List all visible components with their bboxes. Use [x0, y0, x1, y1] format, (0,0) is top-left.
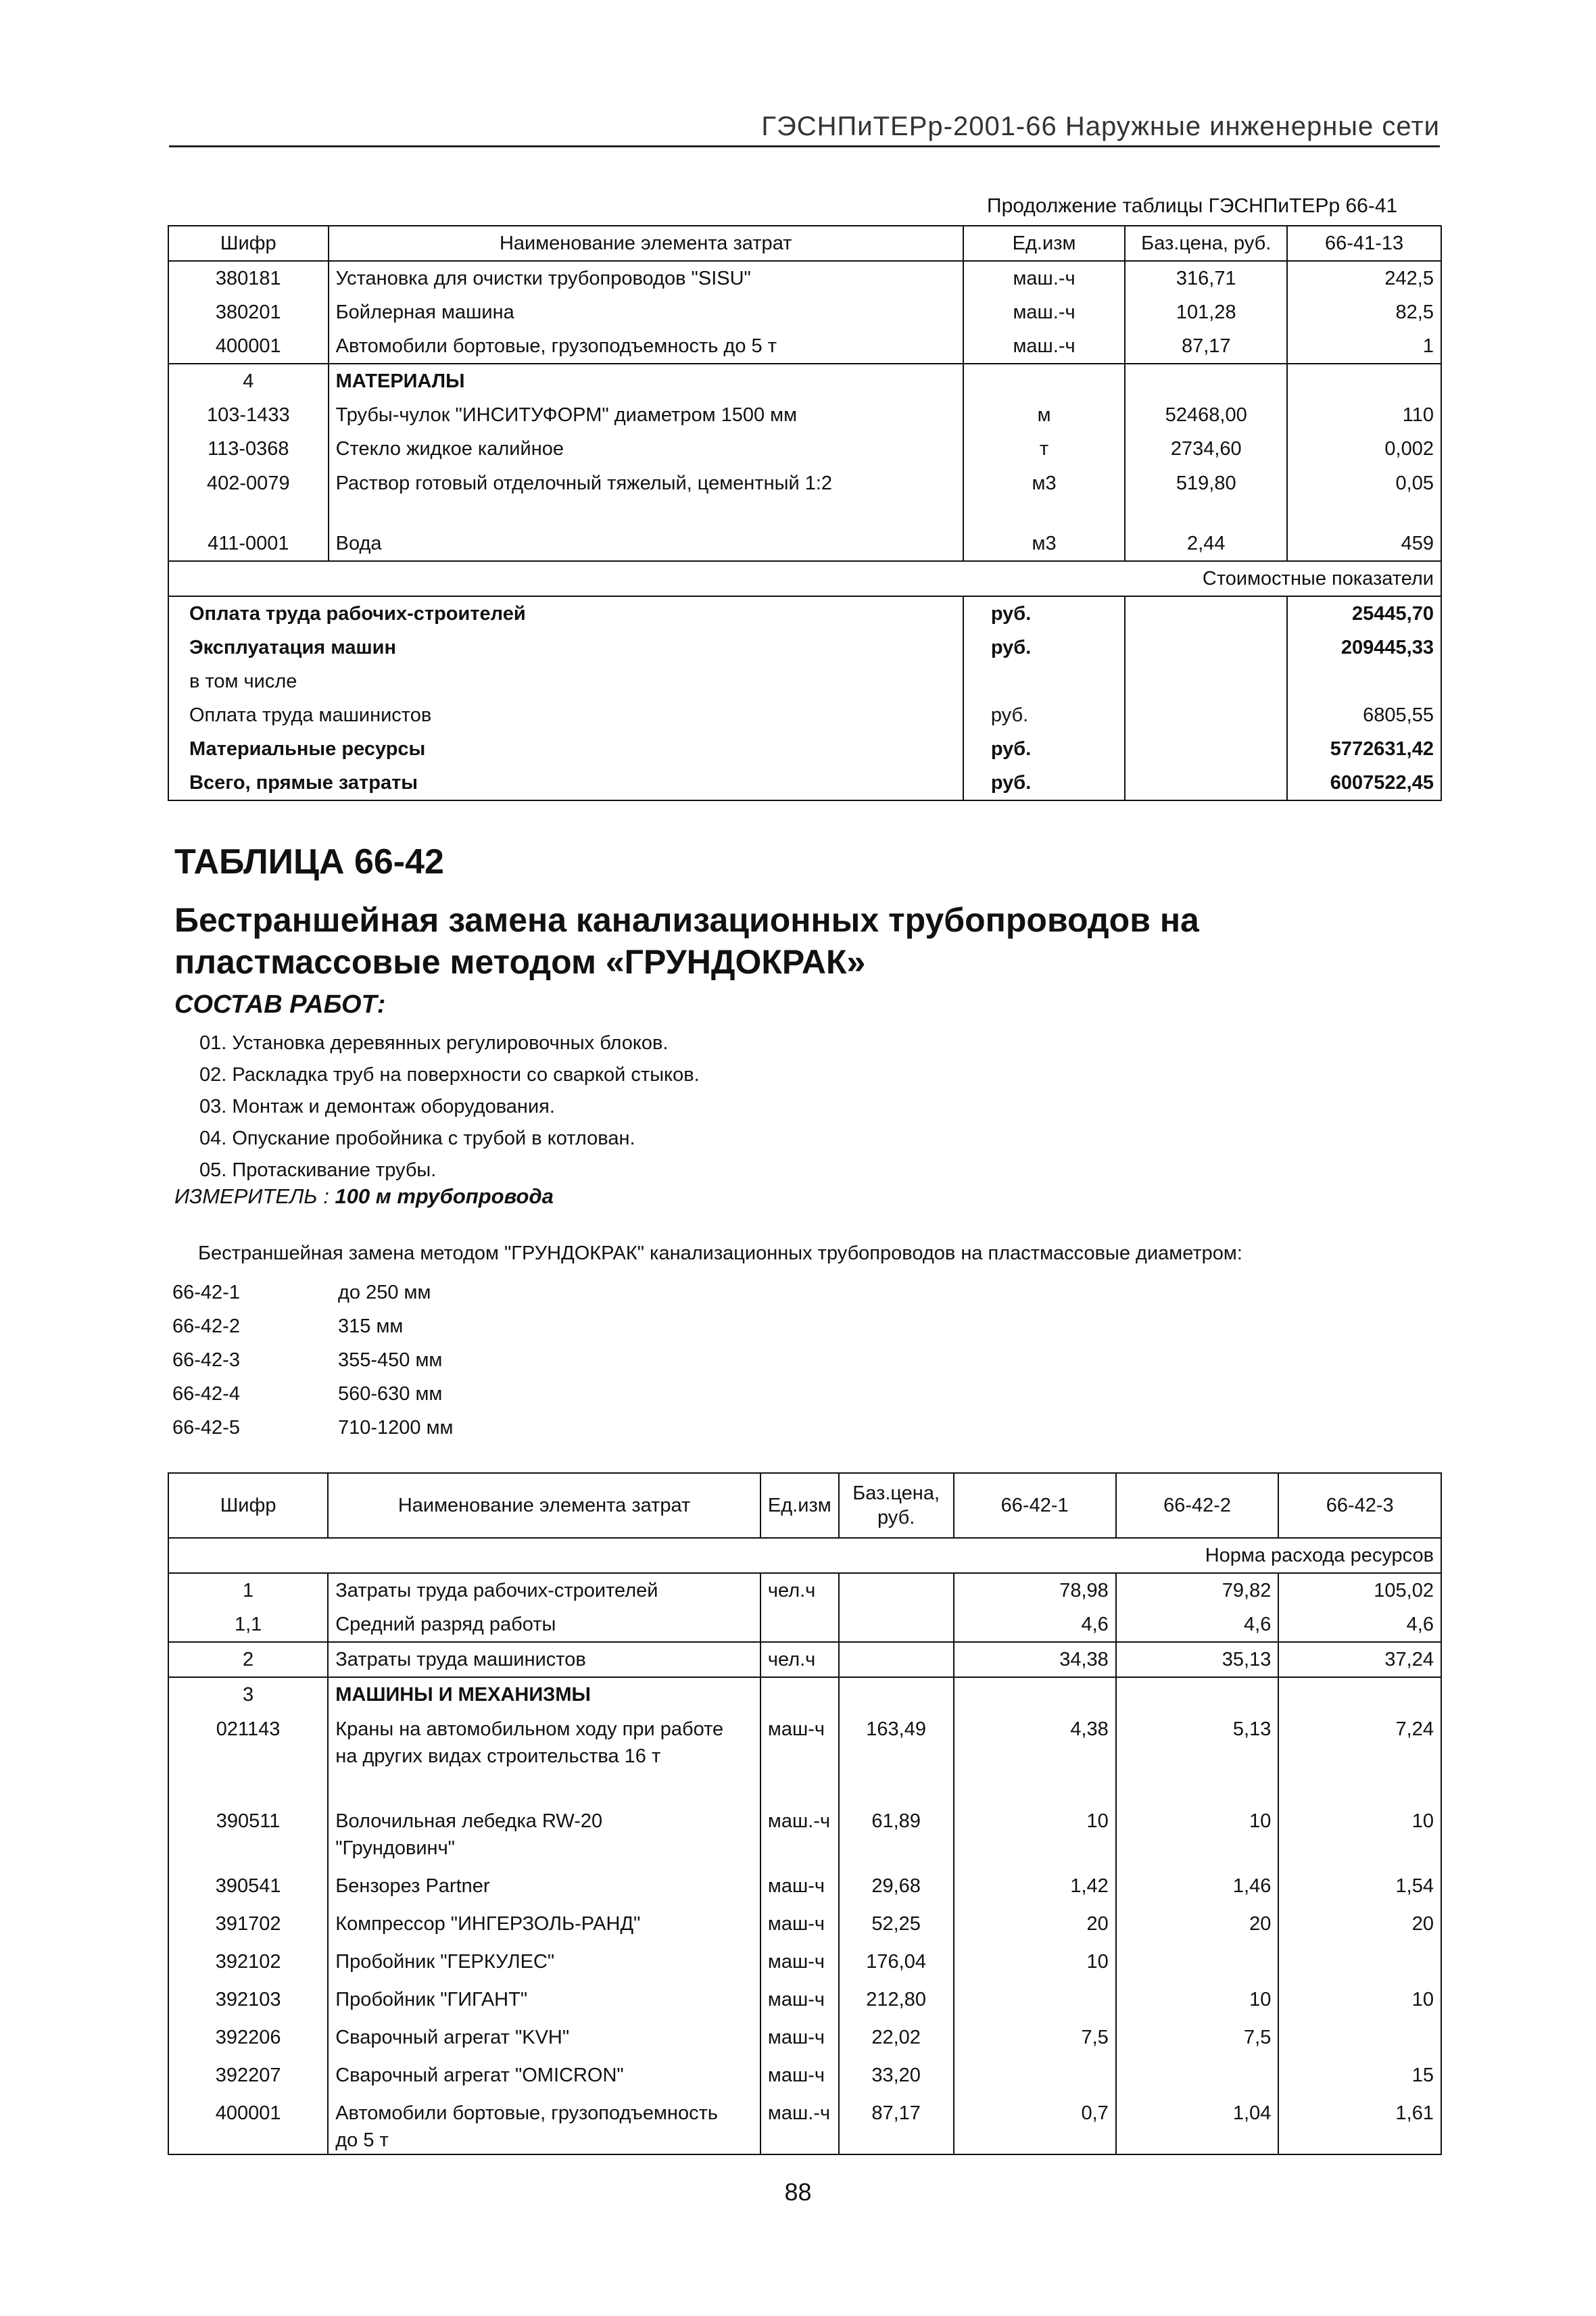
header-name: Наименование элемента затрат [329, 226, 963, 261]
section-name: МАШИНЫ И МЕХАНИЗМЫ [328, 1677, 760, 1712]
row-name-line2: до 5 т [335, 2129, 389, 2151]
measurer [174, 1184, 554, 1209]
norm-code: 66-42-3 [172, 1349, 240, 1371]
table-row [168, 466, 1441, 527]
row-price: 87,17 [1125, 329, 1287, 364]
row-value: 0,002 [1287, 432, 1441, 466]
cost-unit: руб. [963, 766, 1125, 800]
work-item: 02. Раскладка труб на поверхности со сваркой стыков. [199, 1064, 700, 1086]
row-value-2: 35,13 [1116, 1642, 1279, 1677]
cost-value: 6007522,45 [1287, 766, 1441, 800]
row-price: 163,49 [839, 1712, 954, 1804]
row-value-1: 20 [954, 1906, 1116, 1944]
cost-name: Всего, прямые затраты [168, 766, 963, 800]
row-value-1 [954, 2058, 1116, 2096]
machine-row [168, 1868, 1441, 1906]
row-value-3: 1,54 [1278, 1868, 1441, 1906]
row-unit: м [963, 398, 1125, 432]
works-heading: СОСТАВ РАБОТ: [174, 990, 386, 1019]
row-value-3: 105,02 [1278, 1573, 1441, 1608]
row-value: 459 [1287, 527, 1441, 561]
row-value-3: 15 [1278, 2058, 1441, 2096]
row-unit: маш-ч [760, 1906, 839, 1944]
cost-value: 25445,70 [1287, 596, 1441, 631]
table-number-title: ТАБЛИЦА 66-42 [174, 842, 444, 882]
section-name: МАТЕРИАЛЫ [329, 364, 963, 398]
row-value-2: 79,82 [1116, 1573, 1279, 1608]
cost-unit: руб. [963, 631, 1125, 665]
row-value-1: 78,98 [954, 1573, 1116, 1608]
row-code: 411-0001 [168, 527, 329, 561]
header-name: Наименование элемента затрат [328, 1473, 760, 1538]
row-code: 380181 [168, 261, 329, 295]
row-value-3: 10 [1278, 1804, 1441, 1868]
row-unit: маш-ч [760, 2020, 839, 2058]
row-name [328, 1868, 760, 1906]
row-price: 29,68 [839, 1868, 954, 1906]
norm-label: Норма расхода ресурсов [1116, 1538, 1441, 1573]
row-unit: т [963, 432, 1125, 466]
table-66-42 [168, 1472, 1442, 2155]
row-name [328, 1982, 760, 2020]
row-value-1: 7,5 [954, 2020, 1116, 2058]
header-price [839, 1473, 954, 1538]
row-price: 519,80 [1125, 466, 1287, 527]
row-name: Трубы-чулок "ИНСИТУФОРМ" диаметром 1500 мм [329, 398, 963, 432]
table-header-row [168, 1473, 1441, 1538]
row-name [328, 2096, 760, 2154]
works-list [199, 1028, 700, 1186]
row-value-3: 20 [1278, 1906, 1441, 1944]
norm-code-item [172, 1343, 454, 1377]
row-name: Затраты труда машинистов [328, 1642, 760, 1677]
header-norm-1: 66-42-1 [954, 1473, 1116, 1538]
table-66-41-continuation [168, 225, 1442, 801]
row-value-1: 4,38 [954, 1712, 1116, 1804]
norm-code-item [172, 1276, 454, 1309]
row-value-3: 4,6 [1278, 1608, 1441, 1642]
row-value: 242,5 [1287, 261, 1441, 295]
row-name-line1: Волочильная лебедка RW-20 [335, 1810, 603, 1832]
row-value-2: 10 [1116, 1804, 1279, 1868]
header-norm-code: 66-41-13 [1287, 226, 1441, 261]
machine-row [168, 1804, 1441, 1868]
norm-codes-list [172, 1276, 454, 1445]
header-norm-3: 66-42-3 [1278, 1473, 1441, 1538]
row-name: Средний разряд работы [328, 1608, 760, 1642]
cost-value: 5772631,42 [1287, 732, 1441, 766]
row-value-1: 34,38 [954, 1642, 1116, 1677]
row-value-3: 1,61 [1278, 2096, 1441, 2154]
row-name [328, 1906, 760, 1944]
work-item: 05. Протаскивание трубы. [199, 1159, 437, 1181]
header-unit: Ед.изм [760, 1473, 839, 1538]
row-code: 391702 [168, 1906, 328, 1944]
table-header-row [168, 226, 1441, 261]
row-code: 113-0368 [168, 432, 329, 466]
table-row [168, 527, 1441, 561]
norm-desc: 560-630 мм [338, 1383, 443, 1405]
row-unit: маш-ч [760, 1868, 839, 1906]
row-value: 0,05 [1287, 466, 1441, 527]
header-code: Шифр [168, 226, 329, 261]
section-code: 3 [168, 1677, 328, 1712]
row-value-2 [1116, 2058, 1279, 2096]
row-name: Установка для очистки трубопроводов "SISU" [329, 261, 963, 295]
row-value-1 [954, 1982, 1116, 2020]
table-continuation-caption: Продолжение таблицы ГЭСНПиТЕРр 66-41 [987, 195, 1398, 217]
norm-code: 66-42-1 [172, 1282, 240, 1303]
machine-row [168, 1982, 1441, 2020]
row-value: 1 [1287, 329, 1441, 364]
row-value: 110 [1287, 398, 1441, 432]
row-unit: маш.-ч [760, 1804, 839, 1868]
row-price: 176,04 [839, 1944, 954, 1982]
row-name: Бойлерная машина [329, 295, 963, 329]
row-name: Раствор готовый отделочный тяжелый, цементный 1:2 [329, 466, 963, 527]
row-price: 316,71 [1125, 261, 1287, 295]
row-price: 212,80 [839, 1982, 954, 2020]
row-value-1: 10 [954, 1944, 1116, 1982]
row-code: 392206 [168, 2020, 328, 2058]
row-name: Вода [329, 527, 963, 561]
cost-row [168, 698, 1441, 732]
row-name: Стекло жидкое калийное [329, 432, 963, 466]
machine-row [168, 2058, 1441, 2096]
machine-row [168, 1906, 1441, 1944]
row-value-2: 1,46 [1116, 1868, 1279, 1906]
table-row [168, 261, 1441, 295]
header-rule [169, 145, 1440, 147]
section-row-materials [168, 364, 1441, 398]
row-unit: маш.-ч [963, 261, 1125, 295]
section-row-machines [168, 1677, 1441, 1712]
row-value-3 [1278, 2020, 1441, 2058]
row-unit: чел.ч [760, 1573, 839, 1608]
row-code: 1,1 [168, 1608, 328, 1642]
row-name-line1: Краны на автомобильном ходу при работе [335, 1718, 724, 1740]
cost-value: 6805,55 [1287, 698, 1441, 732]
cost-indicators-label: Стоимостные показатели [1125, 561, 1441, 596]
cost-name: Оплата труда рабочих-строителей [168, 596, 963, 631]
row-unit: маш.-ч [963, 295, 1125, 329]
cost-row [168, 631, 1441, 665]
row-unit: маш-ч [760, 1982, 839, 2020]
norm-code: 66-42-5 [172, 1417, 240, 1439]
cost-value: 209445,33 [1287, 631, 1441, 665]
section-code: 4 [168, 364, 329, 398]
row-code: 392102 [168, 1944, 328, 1982]
row-name-line1: Сварочный агрегат "KVH" [335, 2027, 570, 2048]
header-price: Баз.цена, руб. [1125, 226, 1287, 261]
table-row [168, 329, 1441, 364]
row-name-line1: Компрессор "ИНГЕРЗОЛЬ-РАНД" [335, 1913, 641, 1935]
table-row [168, 398, 1441, 432]
row-name-line1: Пробойник "ГЕРКУЛЕС" [335, 1951, 555, 1973]
row-value-3: 37,24 [1278, 1642, 1441, 1677]
cost-name: в том числе [168, 665, 963, 698]
table-row [168, 295, 1441, 329]
cost-name: Эксплуатация машин [168, 631, 963, 665]
running-header: ГЭСНПиТЕРр-2001-66 Наружные инженерные сети [761, 112, 1440, 141]
header-price-line2: руб. [877, 1507, 915, 1528]
norm-desc: 355-450 мм [338, 1349, 443, 1371]
row-code: 400001 [168, 329, 329, 364]
row-value-1: 10 [954, 1804, 1116, 1868]
header-unit: Ед.изм [963, 226, 1125, 261]
row-value-2: 1,04 [1116, 2096, 1279, 2154]
header-price-line1: Баз.цена, [852, 1482, 940, 1504]
work-item: 01. Установка деревянных регулировочных блоков. [199, 1032, 669, 1054]
row-code: 392207 [168, 2058, 328, 2096]
row-name [328, 2058, 760, 2096]
table-row [168, 1608, 1441, 1642]
row-value-2: 10 [1116, 1982, 1279, 2020]
cost-row [168, 596, 1441, 631]
row-name [328, 2020, 760, 2058]
cost-indicators-label-row [168, 561, 1441, 596]
norm-code: 66-42-4 [172, 1383, 240, 1405]
cost-row [168, 732, 1441, 766]
row-name-line1: Сварочный агрегат "OMICRON" [335, 2065, 624, 2086]
machine-row [168, 2020, 1441, 2058]
machine-row [168, 2096, 1441, 2154]
cost-name: Материальные ресурсы [168, 732, 963, 766]
row-name: Затраты труда рабочих-строителей [328, 1573, 760, 1608]
row-unit: чел.ч [760, 1642, 839, 1677]
row-price: 61,89 [839, 1804, 954, 1868]
row-name-line1: Бензорез Partner [335, 1875, 490, 1897]
row-price [839, 1608, 954, 1642]
row-unit: маш-ч [760, 2058, 839, 2096]
row-value-2: 7,5 [1116, 2020, 1279, 2058]
norm-desc: 710-1200 мм [338, 1417, 454, 1439]
cost-unit: руб. [963, 698, 1125, 732]
row-unit: м3 [963, 466, 1125, 527]
row-code: 392103 [168, 1982, 328, 2020]
row-name [328, 1804, 760, 1868]
row-price [839, 1642, 954, 1677]
table-row [168, 1642, 1441, 1677]
row-name [328, 1944, 760, 1982]
cost-unit: руб. [963, 732, 1125, 766]
machine-row [168, 1944, 1441, 1982]
row-value-3: 7,24 [1278, 1712, 1441, 1804]
row-price: 33,20 [839, 2058, 954, 2096]
measurer-value: 100 м трубопровода [335, 1184, 554, 1208]
row-unit: маш-ч [760, 1944, 839, 1982]
cost-row [168, 665, 1441, 698]
row-price: 52468,00 [1125, 398, 1287, 432]
cost-unit [963, 665, 1125, 698]
row-code: 400001 [168, 2096, 328, 2154]
row-code: 402-0079 [168, 466, 329, 527]
norm-desc: 315 мм [338, 1316, 404, 1337]
row-price: 2734,60 [1125, 432, 1287, 466]
machine-row [168, 1712, 1441, 1804]
norm-code-item [172, 1309, 454, 1343]
row-name-line1: Пробойник "ГИГАНТ" [335, 1989, 528, 2010]
row-value-2 [1116, 1944, 1279, 1982]
row-code: 2 [168, 1642, 328, 1677]
row-code: 1 [168, 1573, 328, 1608]
row-price: 87,17 [839, 2096, 954, 2154]
row-value-3 [1278, 1944, 1441, 1982]
row-code: 390541 [168, 1868, 328, 1906]
row-price [839, 1573, 954, 1608]
row-name: Автомобили бортовые, грузоподъемность до 5 т [329, 329, 963, 364]
measurer-label: ИЗМЕРИТЕЛЬ : [174, 1184, 329, 1208]
row-unit: м3 [963, 527, 1125, 561]
row-name [328, 1712, 760, 1804]
row-unit [760, 1608, 839, 1642]
row-unit: маш.-ч [963, 329, 1125, 364]
cost-row [168, 766, 1441, 800]
work-item: 03. Монтаж и демонтаж оборудования. [199, 1096, 555, 1117]
row-name-line1: Автомобили бортовые, грузоподъемность [335, 2102, 718, 2124]
header-code: Шифр [168, 1473, 328, 1538]
page-number: 88 [784, 2178, 812, 2206]
cost-value [1287, 665, 1441, 698]
row-price: 22,02 [839, 2020, 954, 2058]
row-value-2: 20 [1116, 1906, 1279, 1944]
header-norm-2: 66-42-2 [1116, 1473, 1279, 1538]
row-price: 52,25 [839, 1906, 954, 1944]
row-unit: маш-ч [760, 1712, 839, 1804]
row-value-3: 10 [1278, 1982, 1441, 2020]
row-value-2: 4,6 [1116, 1608, 1279, 1642]
table-name: Бестраншейная замена канализационных трубопроводов на пластмассовые методом «ГРУНДОКРАК» [174, 901, 1199, 981]
row-value-1: 4,6 [954, 1608, 1116, 1642]
norm-label-row [168, 1538, 1441, 1573]
row-code: 390511 [168, 1804, 328, 1868]
table-row [168, 432, 1441, 466]
row-value: 82,5 [1287, 295, 1441, 329]
row-code: 021143 [168, 1712, 328, 1804]
row-value-1: 0,7 [954, 2096, 1116, 2154]
norm-desc: до 250 мм [338, 1282, 431, 1303]
row-price: 101,28 [1125, 295, 1287, 329]
cost-name: Оплата труда машинистов [168, 698, 963, 732]
norm-code-item [172, 1411, 454, 1445]
row-unit: маш.-ч [760, 2096, 839, 2154]
norm-code-item [172, 1377, 454, 1411]
row-code: 380201 [168, 295, 329, 329]
row-code: 103-1433 [168, 398, 329, 432]
norm-code: 66-42-2 [172, 1316, 240, 1337]
row-name-line2: "Грундовинч" [335, 1837, 455, 1859]
table-row [168, 1573, 1441, 1608]
row-price: 2,44 [1125, 527, 1287, 561]
row-name-line2: на других видах строительства 16 т [335, 1745, 661, 1767]
cost-unit: руб. [963, 596, 1125, 631]
row-value-2: 5,13 [1116, 1712, 1279, 1804]
work-item: 04. Опускание пробойника с трубой в котлован. [199, 1128, 635, 1149]
row-value-1: 1,42 [954, 1868, 1116, 1906]
intro-text: Бестраншейная замена методом "ГРУНДОКРАК" канализационных трубопроводов на пластмассовые диаметром: [198, 1243, 1242, 1264]
